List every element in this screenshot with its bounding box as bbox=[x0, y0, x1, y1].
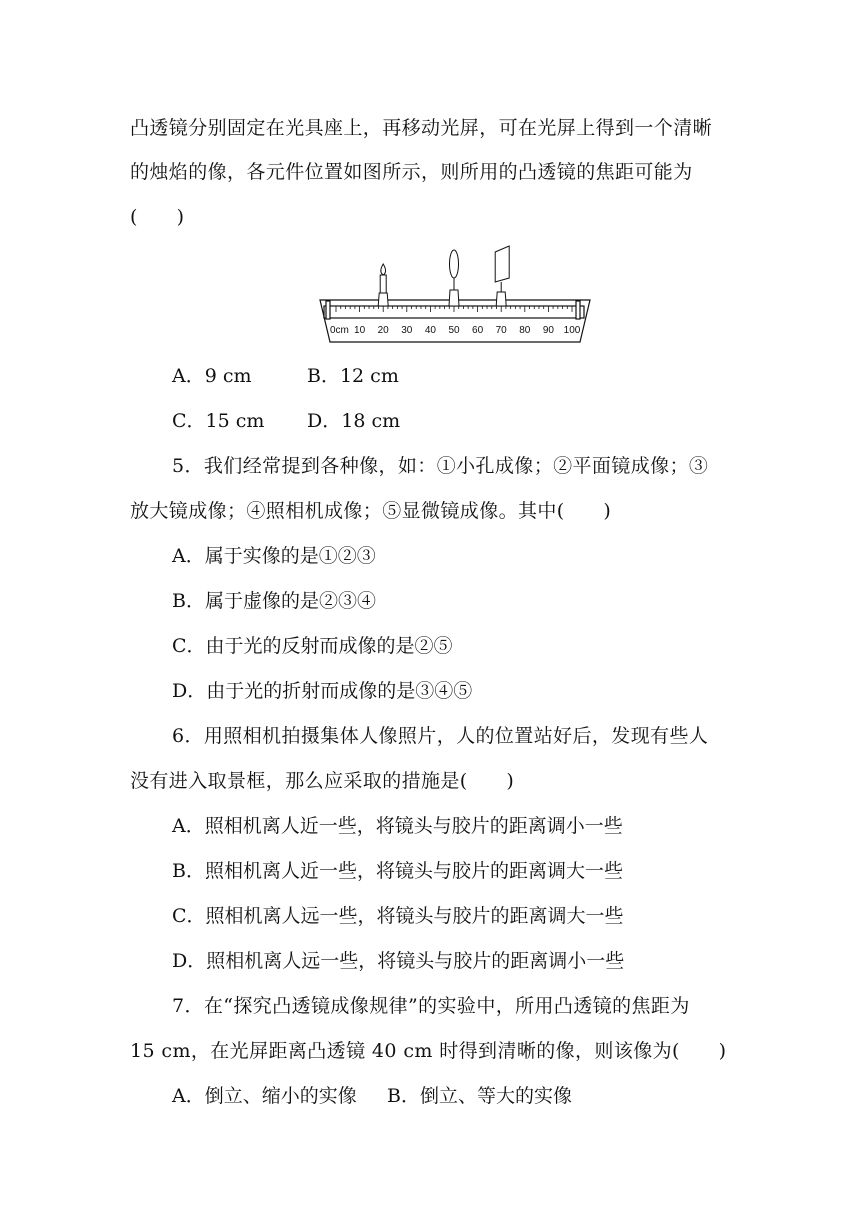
convex-lens-icon bbox=[449, 250, 459, 306]
q4-line-1: 凸透镜分别固定在光具座上，再移动光屏，可在光屏上得到一个清晰 bbox=[130, 117, 713, 139]
candle-icon bbox=[378, 264, 388, 306]
q4-option-c: C．15 cm bbox=[172, 410, 265, 432]
ruler-label: 70 bbox=[495, 325, 507, 336]
ruler-label: 0cm bbox=[330, 325, 349, 336]
q5-option-d: D．由于光的折射而成像的是③④⑤ bbox=[172, 680, 473, 702]
q4-option-d: D．18 cm bbox=[307, 410, 401, 432]
q6-line-2: 没有进入取景框，那么应采取的措施是( ) bbox=[130, 770, 515, 792]
q7-option-b: B．倒立、等大的实像 bbox=[387, 1085, 572, 1107]
q7-line-2: 15 cm，在光屏距离凸透镜 40 cm 时得到清晰的像，则该像为( ) bbox=[130, 1040, 727, 1062]
q6-option-d: D．照相机离人远一些，将镜头与胶片的距离调小一些 bbox=[172, 950, 625, 972]
q5-option-a: A．属于实像的是①②③ bbox=[172, 545, 376, 567]
ruler-label: 60 bbox=[472, 325, 484, 336]
q5-line-2: 放大镜成像；④照相机成像；⑤显微镜成像。其中( ) bbox=[130, 500, 612, 522]
q6-line-1: 6．用照相机拍摄集体人像照片，人的位置站好后，发现有些人 bbox=[172, 725, 709, 747]
q5-option-c: C．由于光的反射而成像的是②⑤ bbox=[172, 635, 453, 657]
ruler-label: 90 bbox=[542, 325, 554, 336]
q7-option-a: A．倒立、缩小的实像 bbox=[172, 1085, 357, 1107]
q4-option-b: B．12 cm bbox=[307, 365, 399, 387]
q6-option-c: C．照相机离人远一些，将镜头与胶片的距离调大一些 bbox=[172, 905, 624, 927]
q5-line-1: 5．我们经常提到各种像，如：①小孔成像；②平面镜成像；③ bbox=[172, 455, 709, 477]
ruler-label: 30 bbox=[401, 325, 413, 336]
ruler-label: 80 bbox=[519, 325, 531, 336]
q4-line-2: 的烛焰的像，各元件位置如图所示，则所用的凸透镜的焦距可能为 bbox=[130, 161, 693, 183]
ruler-label: 100 bbox=[563, 325, 581, 336]
q6-option-a: A．照相机离人近一些，将镜头与胶片的距离调小一些 bbox=[172, 815, 623, 837]
ruler-label: 40 bbox=[424, 325, 436, 336]
ruler-label: 50 bbox=[448, 325, 460, 336]
ruler-label: 20 bbox=[377, 325, 389, 336]
light-screen-icon bbox=[495, 246, 509, 306]
q5-option-b: B．属于虚像的是②③④ bbox=[172, 590, 376, 612]
q7-line-1: 7．在“探究凸透镜成像规律”的实验中，所用凸透镜的焦距为 bbox=[172, 995, 690, 1017]
optical-bench-figure bbox=[318, 238, 598, 344]
ruler-label: 10 bbox=[354, 325, 366, 336]
q4-line-3: ( ) bbox=[130, 206, 185, 228]
q6-option-b: B．照相机离人近一些，将镜头与胶片的距离调大一些 bbox=[172, 860, 623, 882]
q4-option-a: A．9 cm bbox=[172, 365, 252, 387]
